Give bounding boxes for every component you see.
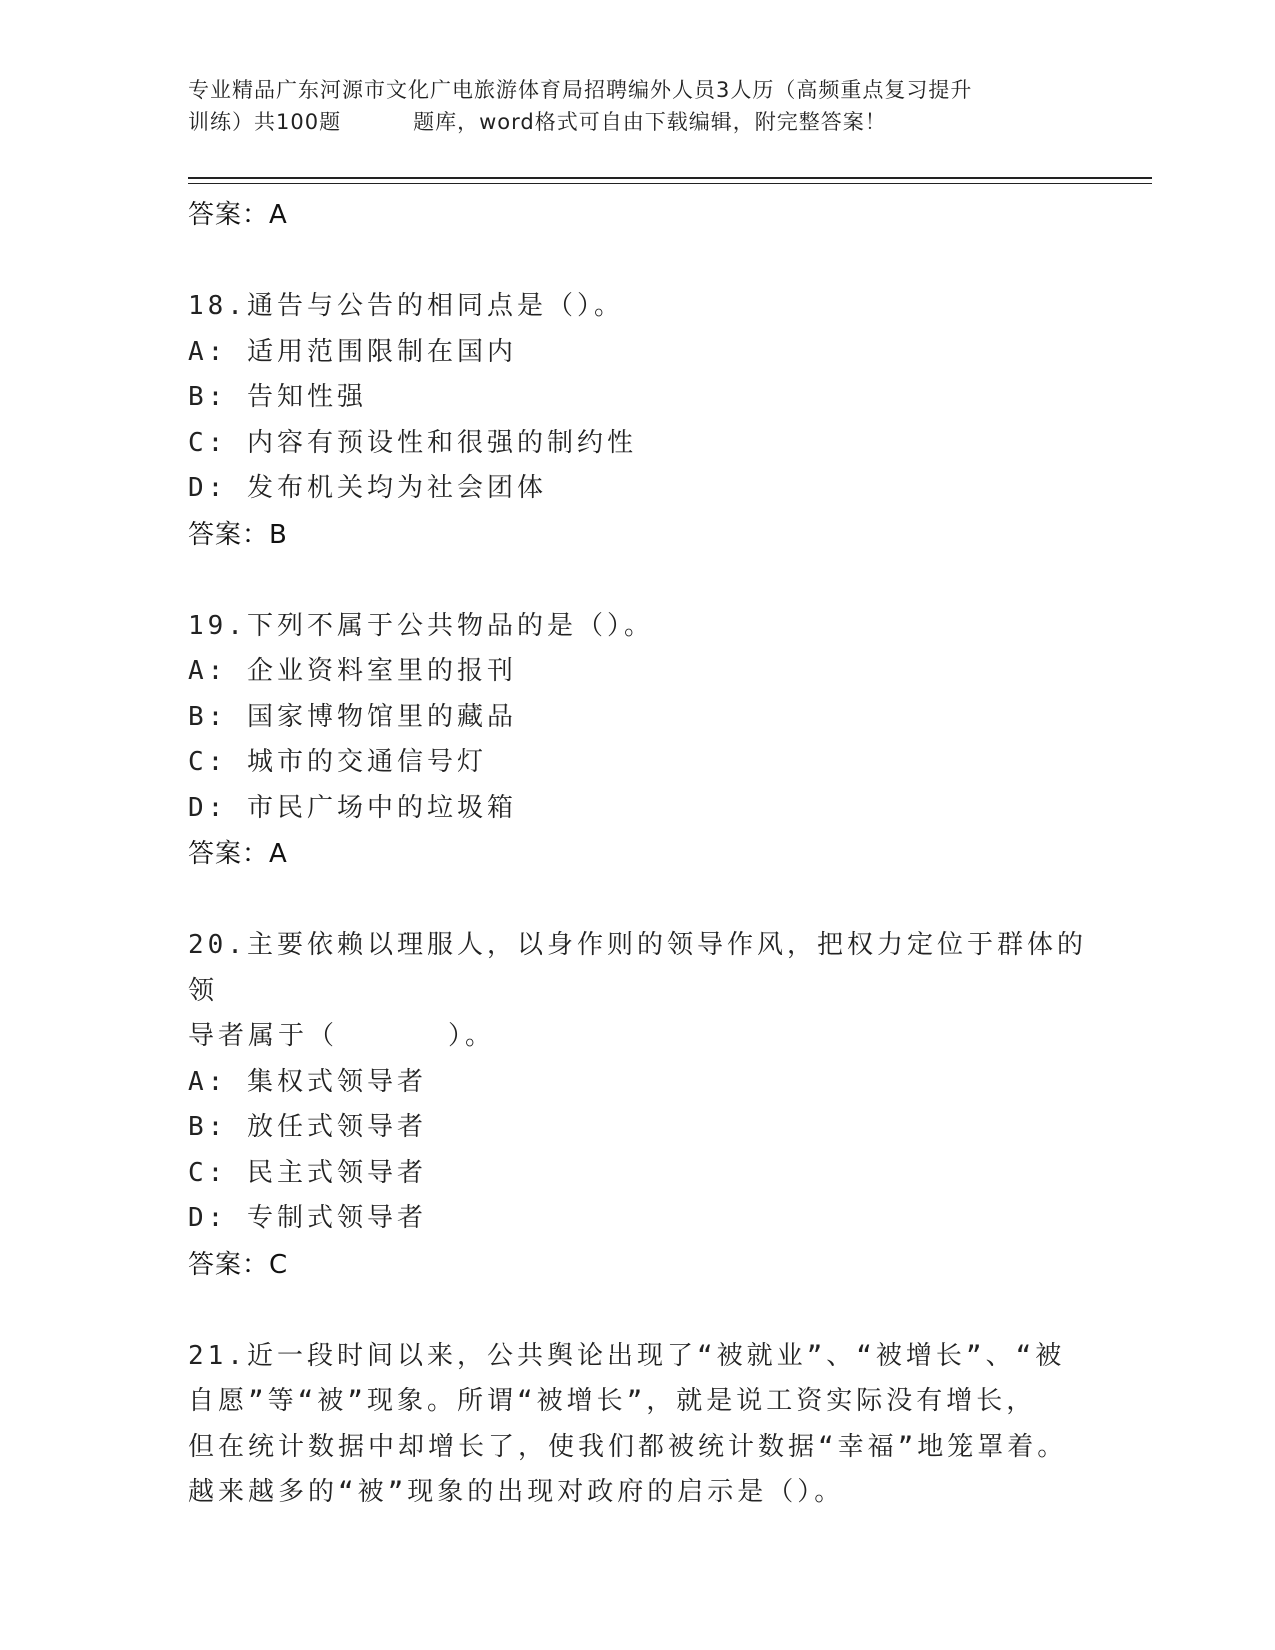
answer-17: 答案：A <box>188 200 288 230</box>
option-b: B: 放任式领导者 <box>188 1112 427 1142</box>
question-stem-line-2-part-2: ）。 <box>448 1021 496 1051</box>
question-stem: 18.通告与公告的相同点是（）。 <box>188 291 624 321</box>
header-rule-thick <box>188 177 1152 179</box>
option-d: D: 发布机关均为社会团体 <box>188 473 547 503</box>
question-stem-line-1: 21.近一段时间以来，公共舆论出现了“被就业”、“被增长”、“被 <box>188 1340 1066 1371</box>
question-stem-line-2: 自愿”等“被”现象。所谓“被增长”，就是说工资实际没有增长， <box>188 1386 1037 1416</box>
question-21 <box>188 1334 1088 1516</box>
page-header <box>188 74 1088 138</box>
header-line-2-part-2: 题库，word格式可自由下载编辑，附完整答案！ <box>413 110 887 134</box>
option-c: C: 城市的交通信号灯 <box>188 747 487 777</box>
option-c: C: 内容有预设性和很强的制约性 <box>188 427 637 458</box>
question-stem-line-1: 20.主要依赖以理服人，以身作则的领导作风，把权力定位于群体的领 <box>188 930 1087 1006</box>
option-a: A: 适用范围限制在国内 <box>188 336 517 367</box>
option-d: D: 市民广场中的垃圾箱 <box>188 792 517 823</box>
question-20 <box>188 923 1088 1288</box>
option-a: A: 企业资料室里的报刊 <box>188 656 517 686</box>
question-stem: 19.下列不属于公共物品的是（）。 <box>188 610 654 641</box>
option-b: B: 国家博物馆里的藏品 <box>188 701 517 732</box>
question-stem-line-2-part-1: 导者属于（ <box>188 1021 339 1051</box>
question-stem-line-4: 越来越多的“被”现象的出现对政府的启示是（）。 <box>188 1477 845 1507</box>
document-body <box>188 192 1088 1516</box>
header-line-2 <box>188 106 1088 138</box>
question-stem-line-2 <box>188 1014 1088 1060</box>
option-d: D: 专制式领导者 <box>188 1203 427 1233</box>
header-rule-thin <box>188 183 1152 184</box>
answer-19: 答案：A <box>188 839 288 869</box>
header-line-2-part-1: 训练）共100题 <box>188 110 342 134</box>
question-19 <box>188 604 1088 878</box>
question-18 <box>188 284 1088 558</box>
header-line-1: 专业精品广东河源市文化广电旅游体育局招聘编外人员3人历（高频重点复习提升 <box>188 78 973 102</box>
option-a: A: 集权式领导者 <box>188 1066 427 1097</box>
option-b: B: 告知性强 <box>188 382 367 412</box>
answer-20: 答案：C <box>188 1249 289 1280</box>
option-c: C: 民主式领导者 <box>188 1157 427 1188</box>
question-stem-line-3: 但在统计数据中却增长了，使我们都被统计数据“幸福”地笼罩着。 <box>188 1431 1068 1462</box>
answer-18: 答案：B <box>188 519 288 550</box>
